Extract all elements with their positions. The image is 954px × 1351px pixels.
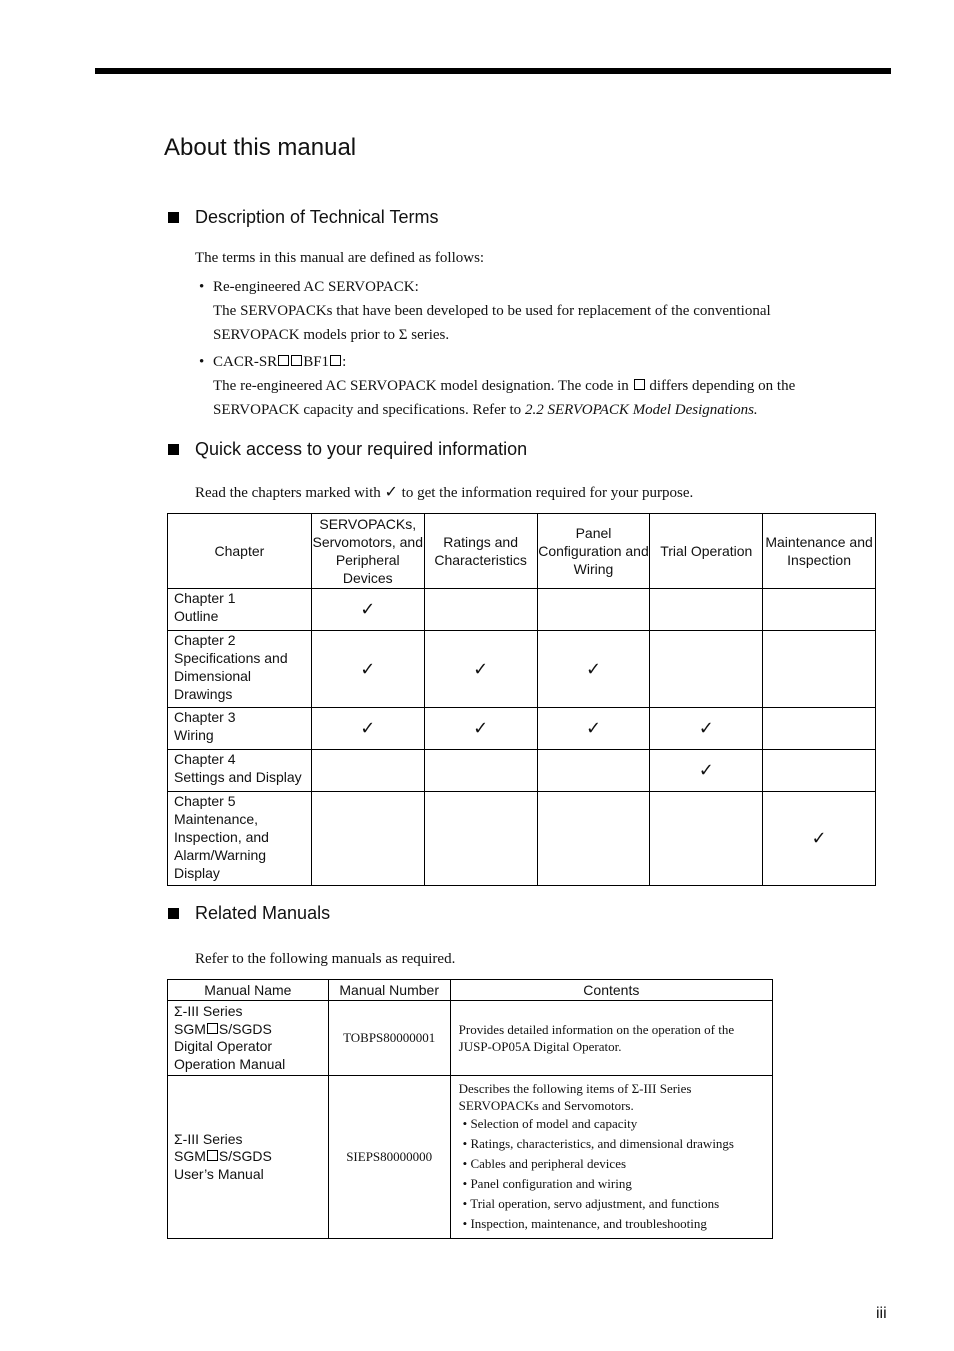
check-cell	[650, 589, 763, 631]
chapter-cell	[168, 708, 312, 750]
chapter-number: Chapter 4	[174, 751, 236, 767]
model-suffix: S/SGDS	[218, 1020, 272, 1037]
chapter-name: Specifications and Dimensional Drawings	[174, 650, 288, 702]
section-heading-text: Quick access to your required information	[195, 439, 528, 459]
checkmark-icon: ✓	[384, 482, 398, 501]
manual-name-line: Digital Operator	[174, 1038, 273, 1054]
table-row	[168, 1001, 773, 1076]
model-prefix: SGM	[174, 1148, 206, 1165]
column-header: Panel Configuration and Wiring	[537, 514, 650, 589]
bullet-dot-icon: •	[199, 279, 205, 295]
term-description-line	[199, 398, 889, 422]
check-cell	[763, 708, 876, 750]
chapter-guide-table	[167, 513, 876, 886]
section-heading-technical-terms	[168, 207, 438, 228]
section-heading-text: Description of Technical Terms	[195, 207, 439, 227]
manual-contents-cell	[450, 1076, 772, 1239]
check-cell: ✓	[311, 631, 424, 708]
quick-access-intro	[195, 480, 693, 505]
manual-contents-cell: Provides detailed information on the operation of the JUSP-OP05A Digital Operator.	[450, 1001, 772, 1076]
table-row	[168, 750, 876, 792]
column-header: Ratings and Characteristics	[424, 514, 537, 589]
placeholder-box-icon	[278, 355, 289, 366]
chapter-name: Settings and Display	[174, 769, 302, 785]
model-code-suffix: :	[342, 354, 347, 370]
chapter-cell	[168, 792, 312, 886]
term-model-designation	[199, 350, 889, 422]
manual-name-line	[174, 1148, 322, 1166]
chapter-cell	[168, 631, 312, 708]
model-code-middle: BF1	[303, 354, 330, 370]
table-row	[168, 1076, 773, 1239]
table-row	[168, 631, 876, 708]
placeholder-box-icon	[207, 1023, 218, 1034]
check-cell	[424, 589, 537, 631]
header-rule	[95, 68, 891, 74]
check-cell	[650, 631, 763, 708]
intro-text: Read the chapters marked with	[195, 485, 381, 501]
description-text: The re-engineered AC SERVOPACK model designation. The code in	[213, 378, 629, 394]
list-item: • Trial operation, servo adjustment, and functions	[462, 1196, 720, 1211]
table-header-row	[168, 980, 773, 1001]
chapter-number: Chapter 3	[174, 709, 236, 725]
term-reengineered-servopack	[199, 275, 889, 347]
column-header: Chapter	[168, 514, 312, 589]
terms-intro: The terms in this manual are defined as follows:	[195, 250, 485, 266]
column-header: Maintenance and Inspection	[763, 514, 876, 589]
placeholder-box-icon	[291, 355, 302, 366]
placeholder-box-icon	[330, 355, 341, 366]
check-cell: ✓	[311, 589, 424, 631]
model-suffix: S/SGDS	[218, 1148, 272, 1165]
chapter-number: Chapter 2	[174, 632, 236, 648]
check-cell: ✓	[537, 631, 650, 708]
square-bullet-icon	[168, 212, 179, 223]
chapter-number: Chapter 1	[174, 590, 236, 606]
placeholder-box-icon	[207, 1150, 218, 1161]
table-header-row	[168, 514, 876, 589]
check-cell: ✓	[650, 708, 763, 750]
contents-intro: Describes the following items of Σ-III Series SERVOPACKs and Servomotors.	[458, 1081, 692, 1113]
check-cell	[537, 792, 650, 886]
check-cell	[537, 750, 650, 792]
check-cell: ✓	[424, 708, 537, 750]
table-row	[168, 708, 876, 750]
table-row	[168, 792, 876, 886]
check-cell: ✓	[763, 792, 876, 886]
chapter-cell	[168, 750, 312, 792]
column-header: Contents	[450, 980, 772, 1001]
list-item: • Panel configuration and wiring	[462, 1176, 632, 1191]
chapter-name: Wiring	[174, 727, 214, 743]
list-item: • Selection of model and capacity	[462, 1116, 638, 1131]
list-item: • Cables and peripheral devices	[462, 1156, 627, 1171]
check-cell	[763, 589, 876, 631]
manual-number-cell: SIEPS80000000	[328, 1076, 450, 1239]
check-cell	[763, 750, 876, 792]
check-cell: ✓	[537, 708, 650, 750]
term-name: Re-engineered AC SERVOPACK:	[213, 279, 419, 295]
check-cell	[763, 631, 876, 708]
manual-name-line	[174, 1021, 322, 1039]
cross-reference: 2.2 SERVOPACK Model Designations.	[524, 402, 758, 418]
check-cell	[424, 750, 537, 792]
page-title: About this manual	[164, 134, 357, 161]
model-code-prefix: CACR-SR	[213, 354, 278, 370]
manual-name-cell	[168, 1001, 329, 1076]
square-bullet-icon	[168, 908, 179, 919]
check-cell	[311, 750, 424, 792]
description-text: SERVOPACK capacity and specifications. Refer to	[213, 402, 525, 418]
check-cell	[650, 792, 763, 886]
column-header: Manual Name	[168, 980, 329, 1001]
manual-number-cell: TOBPS80000001	[328, 1001, 450, 1076]
list-item: • Ratings, characteristics, and dimensional drawings	[462, 1136, 734, 1151]
section-heading-related-manuals	[168, 903, 330, 924]
section-heading-text: Related Manuals	[195, 903, 331, 923]
chapter-name: Outline	[174, 608, 219, 624]
section-heading-quick-access	[168, 439, 527, 460]
term-name	[199, 350, 889, 374]
chapter-cell	[168, 589, 312, 631]
check-cell: ✓	[311, 708, 424, 750]
check-cell	[537, 589, 650, 631]
term-description-line: SERVOPACK models prior to Σ series.	[213, 327, 450, 343]
manual-name-line: Σ-III Series	[174, 1003, 243, 1019]
intro-text: to get the information required for your purpose.	[401, 485, 694, 501]
manual-name-cell	[168, 1076, 329, 1239]
list-item: • Inspection, maintenance, and troubleshooting	[462, 1216, 707, 1231]
chapter-number: Chapter 5	[174, 793, 236, 809]
manual-name-line: User’s Manual	[174, 1165, 264, 1182]
related-manuals-intro: Refer to the following manuals as required.	[195, 951, 456, 967]
placeholder-box-icon	[634, 379, 645, 390]
column-header: Manual Number	[328, 980, 450, 1001]
check-cell: ✓	[650, 750, 763, 792]
manual-name-line: Σ-III Series	[174, 1130, 243, 1147]
bullet-dot-icon: •	[199, 354, 205, 370]
term-description-line	[199, 374, 889, 398]
description-text: differs depending on the	[649, 378, 796, 394]
term-description-line: The SERVOPACKs that have been developed to be used for replacement of the conventional	[213, 303, 771, 319]
manual-name-line: Operation Manual	[174, 1055, 286, 1072]
square-bullet-icon	[168, 444, 179, 455]
table-row	[168, 589, 876, 631]
model-prefix: SGM	[174, 1020, 206, 1037]
column-header: SERVOPACKs, Servomotors, and Peripheral Devices	[311, 514, 424, 589]
check-cell	[311, 792, 424, 886]
chapter-name: Maintenance, Inspection, and Alarm/Warning Display	[174, 811, 269, 881]
column-header: Trial Operation	[650, 514, 763, 589]
related-manuals-table	[167, 979, 773, 1239]
check-cell: ✓	[424, 631, 537, 708]
page-number: iii	[876, 1305, 887, 1322]
check-cell	[424, 792, 537, 886]
